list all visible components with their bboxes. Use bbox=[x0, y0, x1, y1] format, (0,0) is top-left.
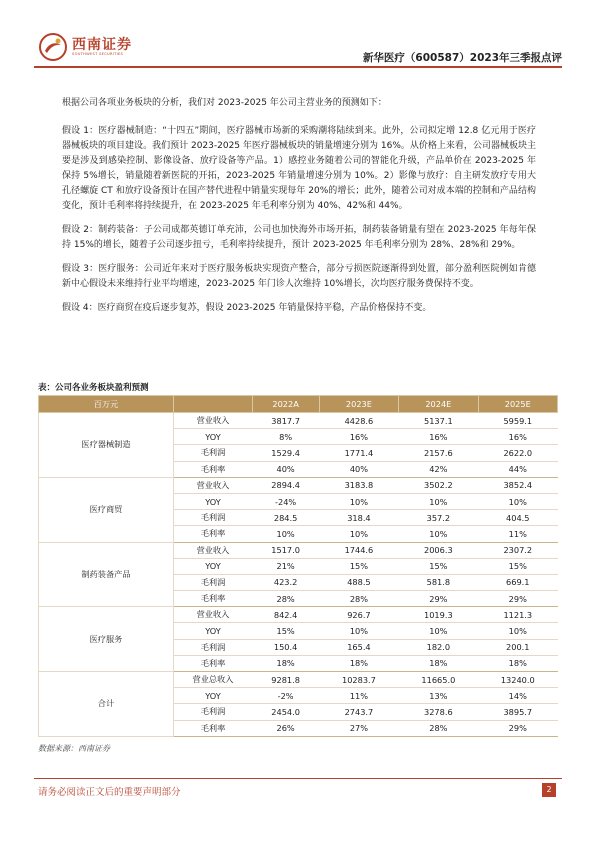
metric-name: 毛利率 bbox=[174, 526, 253, 542]
value-cell: 15% bbox=[252, 623, 319, 639]
logo-emblem-icon bbox=[38, 32, 68, 62]
metric-name: 毛利率 bbox=[174, 720, 253, 736]
value-cell: 2454.0 bbox=[252, 704, 319, 720]
value-cell: 29% bbox=[478, 591, 557, 607]
header-cell-2022a: 2022A bbox=[252, 396, 319, 413]
metric-name: 毛利润 bbox=[174, 639, 253, 655]
metric-name: 营业收入 bbox=[174, 413, 253, 429]
metric-name: 毛利润 bbox=[174, 510, 253, 526]
value-cell: 318.4 bbox=[319, 510, 398, 526]
value-cell: 15% bbox=[319, 558, 398, 574]
value-cell: 404.5 bbox=[478, 510, 557, 526]
value-cell: 16% bbox=[478, 429, 557, 445]
value-cell: 357.2 bbox=[399, 510, 478, 526]
metric-name: YOY bbox=[174, 558, 253, 574]
footer-notice: 请务必阅读正文后的重要声明部分 bbox=[38, 787, 181, 798]
value-cell: 2743.7 bbox=[319, 704, 398, 720]
value-cell: 29% bbox=[478, 720, 557, 736]
value-cell: 926.7 bbox=[319, 607, 398, 623]
metric-name: 毛利润 bbox=[174, 704, 253, 720]
metric-name: YOY bbox=[174, 623, 253, 639]
value-cell: 18% bbox=[478, 655, 557, 671]
header-cell-2023e: 2023E bbox=[319, 396, 398, 413]
value-cell: 200.1 bbox=[478, 639, 557, 655]
value-cell: 150.4 bbox=[252, 639, 319, 655]
table-body bbox=[39, 413, 558, 737]
header-cell-metric bbox=[174, 396, 253, 413]
value-cell: 1121.3 bbox=[478, 607, 557, 623]
value-cell: 2006.3 bbox=[399, 542, 478, 558]
value-cell: 10% bbox=[478, 493, 557, 509]
value-cell: 1019.3 bbox=[399, 607, 478, 623]
value-cell: 581.8 bbox=[399, 574, 478, 590]
segment-name: 医疗服务 bbox=[39, 607, 174, 672]
value-cell: 3852.4 bbox=[478, 477, 557, 493]
value-cell: 13% bbox=[399, 688, 478, 704]
header-cell-2024e: 2024E bbox=[399, 396, 478, 413]
logo-english-name: SOUTHWEST SECURITIES bbox=[72, 52, 124, 56]
metric-name: YOY bbox=[174, 688, 253, 704]
footer-divider bbox=[34, 778, 562, 779]
value-cell: 1744.6 bbox=[319, 542, 398, 558]
value-cell: 29% bbox=[399, 591, 478, 607]
value-cell: 842.4 bbox=[252, 607, 319, 623]
value-cell: 16% bbox=[399, 429, 478, 445]
metric-name: 营业总收入 bbox=[174, 672, 253, 688]
segment-name: 医疗器械制造 bbox=[39, 413, 174, 478]
header-cell-unit: 百万元 bbox=[39, 396, 174, 413]
value-cell: 28% bbox=[252, 591, 319, 607]
value-cell: 26% bbox=[252, 720, 319, 736]
value-cell: 5137.1 bbox=[399, 413, 478, 429]
value-cell: 18% bbox=[399, 655, 478, 671]
value-cell: 3278.6 bbox=[399, 704, 478, 720]
value-cell: 165.4 bbox=[319, 639, 398, 655]
metric-name: 毛利率 bbox=[174, 655, 253, 671]
value-cell: 11665.0 bbox=[399, 672, 478, 688]
value-cell: 1771.4 bbox=[319, 445, 398, 461]
value-cell: 15% bbox=[399, 558, 478, 574]
data-source: 数据来源：西南证券 bbox=[38, 744, 110, 753]
value-cell: 44% bbox=[478, 461, 557, 477]
value-cell: 10% bbox=[319, 623, 398, 639]
value-cell: 1517.0 bbox=[252, 542, 319, 558]
forecast-table bbox=[38, 395, 558, 737]
value-cell: 10% bbox=[478, 623, 557, 639]
value-cell: 15% bbox=[478, 558, 557, 574]
value-cell: 488.5 bbox=[319, 574, 398, 590]
value-cell: 2307.2 bbox=[478, 542, 557, 558]
table-row bbox=[39, 477, 558, 493]
value-cell: 10% bbox=[252, 526, 319, 542]
value-cell: 27% bbox=[319, 720, 398, 736]
value-cell: 4428.6 bbox=[319, 413, 398, 429]
value-cell: -2% bbox=[252, 688, 319, 704]
metric-name: 营业收入 bbox=[174, 607, 253, 623]
page-header bbox=[34, 30, 562, 70]
body-text bbox=[62, 96, 536, 325]
value-cell: 18% bbox=[319, 655, 398, 671]
value-cell: 18% bbox=[252, 655, 319, 671]
company-logo bbox=[38, 32, 188, 64]
value-cell: 3502.2 bbox=[399, 477, 478, 493]
paragraph-assumption-2: 假设 2：制药装备：子公司成都英德订单充沛，公司也加快海外市场开拓，制药装备销量有望在 2023-2025 年每年保持 15%的增长，随着子公司逐步扭亏，毛利率持续提升，预计 2023-2025 年毛利率分别为 28%、28%和 29%。 bbox=[62, 225, 536, 250]
value-cell: 3183.8 bbox=[319, 477, 398, 493]
value-cell: 21% bbox=[252, 558, 319, 574]
page-number: 2 bbox=[542, 783, 556, 797]
table-title: 表：公司各业务板块盈利预测 bbox=[38, 383, 149, 393]
value-cell: 28% bbox=[319, 591, 398, 607]
metric-name: 毛利润 bbox=[174, 574, 253, 590]
metric-name: YOY bbox=[174, 493, 253, 509]
paragraph-assumption-3: 假设 3：医疗服务：公司近年来对于医疗服务板块实现资产整合，部分亏损医院逐渐得到处置，部分盈利医院例如肯德新中心假设未来维持行业平均增速，2023-2025 年门诊人次维持 10%增长，次均医疗服务费保持不变。 bbox=[62, 264, 536, 289]
report-title: 新华医疗（600587）2023年三季报点评 bbox=[362, 52, 562, 64]
value-cell: 9281.8 bbox=[252, 672, 319, 688]
value-cell: 11% bbox=[478, 526, 557, 542]
value-cell: 11% bbox=[319, 688, 398, 704]
value-cell: 16% bbox=[319, 429, 398, 445]
header-cell-2025e: 2025E bbox=[478, 396, 557, 413]
metric-name: 营业收入 bbox=[174, 477, 253, 493]
value-cell: 669.1 bbox=[478, 574, 557, 590]
segment-name: 合计 bbox=[39, 672, 174, 737]
value-cell: 10% bbox=[399, 623, 478, 639]
logo-name: 西南证券 bbox=[72, 37, 132, 53]
value-cell: 3817.7 bbox=[252, 413, 319, 429]
value-cell: 10% bbox=[399, 493, 478, 509]
value-cell: 10% bbox=[399, 526, 478, 542]
value-cell: 10% bbox=[319, 493, 398, 509]
segment-name: 制药装备产品 bbox=[39, 542, 174, 607]
segment-name: 医疗商贸 bbox=[39, 477, 174, 542]
value-cell: 14% bbox=[478, 688, 557, 704]
value-cell: 3895.7 bbox=[478, 704, 557, 720]
value-cell: 40% bbox=[252, 461, 319, 477]
value-cell: 2157.6 bbox=[399, 445, 478, 461]
metric-name: YOY bbox=[174, 429, 253, 445]
value-cell: 1529.4 bbox=[252, 445, 319, 461]
table-row bbox=[39, 607, 558, 623]
value-cell: 13240.0 bbox=[478, 672, 557, 688]
metric-name: 毛利率 bbox=[174, 461, 253, 477]
value-cell: 182.0 bbox=[399, 639, 478, 655]
value-cell: 2622.0 bbox=[478, 445, 557, 461]
paragraph-assumption-4: 假设 4：医疗商贸在疫后逐步复苏，假设 2023-2025 年销量保持平稳，产品价格保持不变。 bbox=[62, 303, 432, 313]
paragraph-intro: 根据公司各项业务板块的分析，我们对 2023-2025 年公司主营业务的预测如下： bbox=[62, 98, 387, 108]
value-cell: 2894.4 bbox=[252, 477, 319, 493]
value-cell: 8% bbox=[252, 429, 319, 445]
table-row bbox=[39, 542, 558, 558]
value-cell: 284.5 bbox=[252, 510, 319, 526]
value-cell: 42% bbox=[399, 461, 478, 477]
paragraph-assumption-1: 假设 1：医疗器械制造：“十四五”期间，医疗器械市场新的采购潮将陆续到来。此外，公司拟定增 12.8 亿元用于医疗器械板块的项目建设。我们预计 2023-2025 年医疗器械板块的销量增速分别为 16%。从价格上来看，公司器械板块主要是涉及到感染控制、影像设备、放疗设备等产品。1）感控业务随着公司的智能化升级，产品单价在 2023-2025 年保持 5%增长，销量随着新医院的开拓，2023-2025 年销量增速分别为 10%。2）影像与放疗：自主研发放疗专用大孔径螺旋 CT 和放疗设备预计在国产替代进程中销量实现每年 20%的增长；此外，随着公司对成本端的控制和产品结构变化，预计毛利率将持续提升，在 2023-2025 年毛利率分别为 40%、42%和 44%。 bbox=[62, 126, 536, 211]
value-cell: 10% bbox=[319, 526, 398, 542]
metric-name: 毛利润 bbox=[174, 445, 253, 461]
value-cell: 423.2 bbox=[252, 574, 319, 590]
value-cell: -24% bbox=[252, 493, 319, 509]
header-divider bbox=[34, 66, 562, 68]
value-cell: 5959.1 bbox=[478, 413, 557, 429]
table-row bbox=[39, 672, 558, 688]
metric-name: 营业收入 bbox=[174, 542, 253, 558]
value-cell: 40% bbox=[319, 461, 398, 477]
table-row bbox=[39, 413, 558, 429]
table-header-row bbox=[39, 396, 558, 413]
metric-name: 毛利率 bbox=[174, 591, 253, 607]
value-cell: 10283.7 bbox=[319, 672, 398, 688]
value-cell: 28% bbox=[399, 720, 478, 736]
